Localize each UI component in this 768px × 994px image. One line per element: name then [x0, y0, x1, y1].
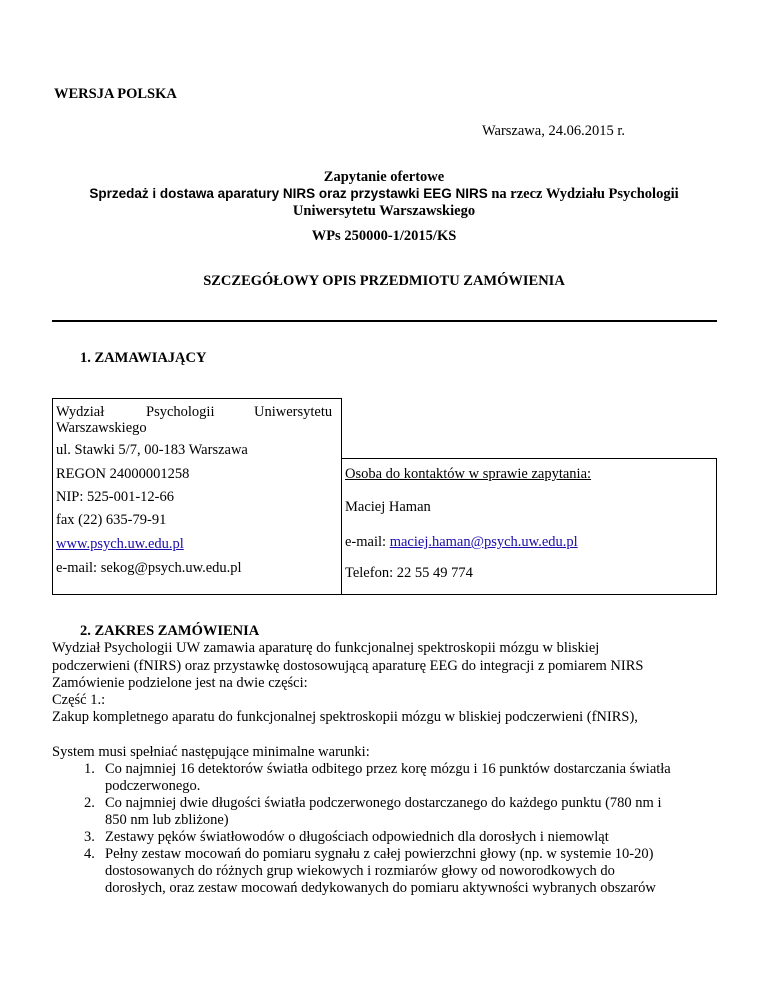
contact-label: Osoba do kontaktów w sprawie zapytania: — [345, 466, 592, 482]
section2-p1: Wydział Psychologii UW zamawia aparaturę do funkcjonalnej spektroskopii mózgu w bliskiej — [52, 640, 600, 656]
list-item-line: podczerwonego. — [105, 778, 201, 794]
title-line2-part1: Sprzedaż i dostawa aparatury NIRS oraz przystawki EEG NIRS — [89, 186, 488, 201]
title-line2 — [0, 186, 768, 203]
list-item-line: Co najmniej 16 detektorów światła odbitego przez korę mózgu i 16 punktów dostarczania światła — [105, 761, 671, 777]
reference-number: WPs 250000-1/2015/KS — [311, 228, 457, 244]
website-link[interactable]: www.psych.uw.edu.pl — [56, 536, 184, 552]
table-border-top-upper — [52, 398, 342, 399]
section1-heading: 1. ZAMAWIAJĄCY — [80, 350, 207, 366]
org-address: ul. Stawki 5/7, 00-183 Warszawa — [56, 442, 248, 458]
nip: NIP: 525-001-12-66 — [56, 489, 175, 505]
list-item-number: 4. — [84, 846, 95, 862]
section2-p6: System musi spełniać następujące minimalne warunki: — [52, 744, 370, 760]
section2-p3: Zamówienie podzielone jest na dwie części: — [52, 675, 308, 691]
list-item-number: 1. — [84, 761, 95, 777]
org-word3: Uniwersytetu — [254, 404, 333, 420]
horizontal-rule — [52, 320, 717, 322]
section-title: SZCZEGÓŁOWY OPIS PRZEDMIOTU ZAMÓWIENIA — [203, 273, 565, 289]
org-line2: Warszawskiego — [56, 420, 147, 436]
contact-phone: Telefon: 22 55 49 774 — [345, 565, 473, 581]
title-line1: Zapytanie ofertowe — [323, 169, 445, 185]
list-item-line: dorosłych, oraz zestaw mocowań dedykowanych do pomiaru aktywności wybranych obszarów — [105, 880, 656, 896]
list-item-number: 2. — [84, 795, 95, 811]
table-border-middle — [341, 398, 342, 594]
table-border-bottom — [52, 594, 717, 595]
org-word2: Psychologii — [146, 404, 215, 420]
list-item-line: Zestawy pęków światłowodów o długościach odpowiednich dla dorosłych i niemowląt — [105, 829, 609, 845]
table-border-top-right — [341, 458, 717, 459]
section2-heading: 2. ZAKRES ZAMÓWIENIA — [80, 623, 260, 639]
title-line2-part2: na rzecz Wydziału Psychologii — [487, 186, 679, 202]
section2-p5: Zakup kompletnego aparatu do funkcjonalnej spektroskopii mózgu w bliskiej podczerwieni (fNIRS), — [52, 709, 638, 725]
regon: REGON 24000001258 — [56, 466, 190, 482]
list-item-line: 850 nm lub zbliżone) — [105, 812, 229, 828]
fax: fax (22) 635-79-91 — [56, 512, 167, 528]
table-border-left — [52, 398, 53, 594]
place-date: Warszawa, 24.06.2015 r. — [482, 123, 625, 139]
list-item-line: dostosowanych do różnych grup wiekowych i rozmiarów głowy od noworodkowych do — [105, 863, 615, 879]
org-word1: Wydział — [56, 404, 105, 420]
list-item-line: Co najmniej dwie długości światła podczerwonego dostarczanego do każdego punktu (780 nm i — [105, 795, 662, 811]
section2-p4: Część 1.: — [52, 692, 106, 708]
office-email: e-mail: sekog@psych.uw.edu.pl — [56, 560, 242, 576]
list-item-line: Pełny zestaw mocowań do pomiaru sygnału z całej powierzchni głowy (np. w systemie 10-20) — [105, 846, 654, 862]
contact-name: Maciej Haman — [345, 499, 431, 515]
title-line3: Uniwersytetu Warszawskiego — [292, 203, 476, 219]
section2-p2: podczerwieni (fNIRS) oraz przystawkę dostosowującą aparaturę EEG do integracji z pomiarem NIRS — [52, 658, 644, 674]
contact-email-line — [345, 534, 578, 551]
version-label: WERSJA POLSKA — [54, 86, 177, 102]
table-border-right — [716, 458, 717, 594]
contact-email-label: e-mail: — [345, 534, 390, 550]
contact-email-link[interactable]: maciej.haman@psych.uw.edu.pl — [389, 534, 578, 550]
list-item-number: 3. — [84, 829, 95, 845]
